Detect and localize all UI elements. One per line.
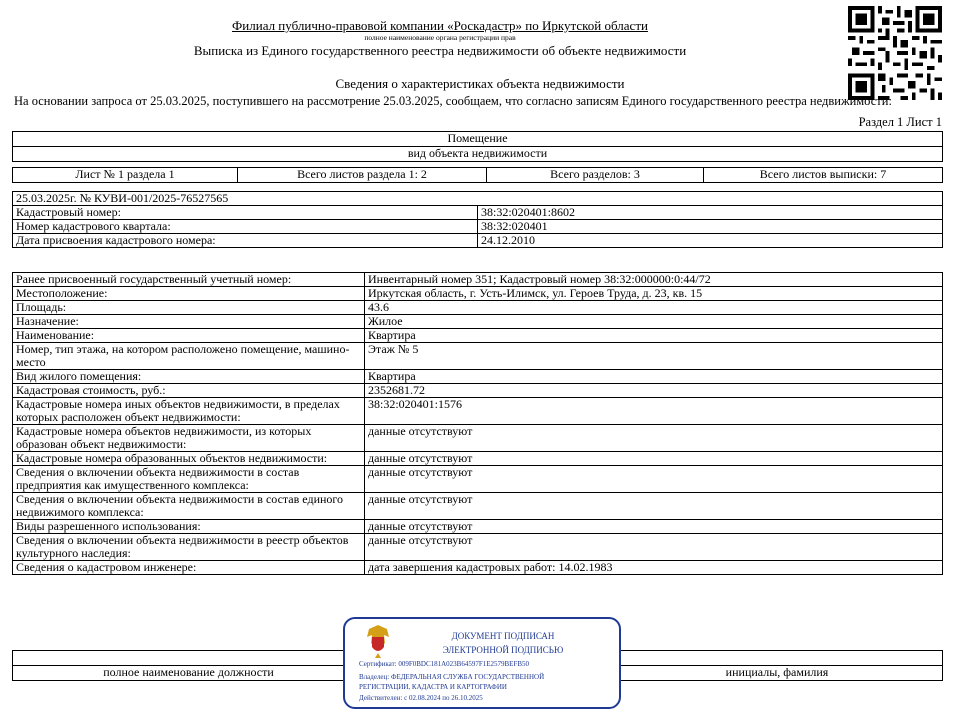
coat-of-arms-icon xyxy=(363,623,393,659)
position-blank xyxy=(13,651,365,666)
basis-text: На основании запроса от 25.03.2025, поступившего на рассмотрение 25.03.2025, сообщаем, что согласно записям Единого государственного реестра недвижимости: xyxy=(14,94,892,108)
row-value: 38:32:020401:8602 xyxy=(478,206,943,220)
row-key: Наименование: xyxy=(13,329,365,343)
row-key: Номер, тип этажа, на котором расположено помещение, машино-место xyxy=(13,343,365,370)
table-row xyxy=(13,234,943,248)
name-caption: инициалы, фамилия xyxy=(612,666,943,681)
row-value: 43.6 xyxy=(365,301,943,315)
object-type-caption: вид объекта недвижимости xyxy=(13,147,943,162)
table-row xyxy=(13,273,943,287)
object-type: Помещение xyxy=(13,132,943,147)
table-row xyxy=(13,370,943,384)
table-row xyxy=(13,425,943,452)
row-value: Квартира xyxy=(365,370,943,384)
table-row xyxy=(13,206,943,220)
row-key: Кадастровые номера иных объектов недвижимости, в пределах которых расположен объект недвижимости: xyxy=(13,398,365,425)
stamp-line2: ЭЛЕКТРОННОЙ ПОДПИСЬЮ xyxy=(442,645,564,655)
identification-table xyxy=(12,191,943,248)
stamp-line1: ДОКУМЕНТ ПОДПИСАН xyxy=(451,631,555,641)
name-blank xyxy=(612,651,943,666)
row-key: Кадастровые номера объектов недвижимости, из которых образован объект недвижимости: xyxy=(13,425,365,452)
table-row xyxy=(13,301,943,315)
position-caption: полное наименование должности xyxy=(13,666,365,681)
table-row xyxy=(13,343,943,370)
sheet-info-table xyxy=(12,167,943,183)
row-value: Квартира xyxy=(365,329,943,343)
row-value: 38:32:020401 xyxy=(478,220,943,234)
table-row xyxy=(13,561,943,575)
table-row xyxy=(13,287,943,301)
organization-name: Филиал публично-правовой компании «Роскадастр» по Иркутской области xyxy=(232,18,648,33)
row-value: 38:32:020401:1576 xyxy=(365,398,943,425)
row-key: Назначение: xyxy=(13,315,365,329)
document-number: 25.03.2025г. № КУВИ-001/2025-76527565 xyxy=(13,192,943,206)
sheets-in-section: Всего листов раздела 1: 2 xyxy=(238,168,487,183)
row-value: Иркутская область, г. Усть-Илимск, ул. Героев Труда, д. 23, кв. 15 xyxy=(365,287,943,301)
table-row xyxy=(13,398,943,425)
sheets-total: Всего листов выписки: 7 xyxy=(704,168,943,183)
section-reference: Раздел 1 Лист 1 xyxy=(858,115,942,129)
row-key: Ранее присвоенный государственный учетный номер: xyxy=(13,273,365,287)
row-key: Сведения о включении объекта недвижимости в реестр объектов культурного наследия: xyxy=(13,534,365,561)
table-row xyxy=(13,329,943,343)
row-value: Инвентарный номер 351; Кадастровый номер 38:32:000000:0:44/72 xyxy=(365,273,943,287)
row-key: Номер кадастрового квартала: xyxy=(13,220,478,234)
row-value: данные отсутствуют xyxy=(365,452,943,466)
table-row xyxy=(13,520,943,534)
table-row xyxy=(13,534,943,561)
row-key: Вид жилого помещения: xyxy=(13,370,365,384)
object-type-table xyxy=(12,131,943,162)
properties-table xyxy=(12,272,943,575)
extract-title: Выписка из Единого государственного реестра недвижимости об объекте недвижимости xyxy=(193,43,687,58)
row-value: 2352681.72 xyxy=(365,384,943,398)
stamp-valid: Действителен: с 02.08.2024 по 26.10.2025 xyxy=(359,694,483,702)
row-value: данные отсутствуют xyxy=(365,466,943,493)
row-key: Площадь: xyxy=(13,301,365,315)
row-key: Кадастровый номер: xyxy=(13,206,478,220)
row-key: Кадастровая стоимость, руб.: xyxy=(13,384,365,398)
table-row xyxy=(13,493,943,520)
row-value: дата завершения кадастровых работ: 14.02.1983 xyxy=(365,561,943,575)
row-key: Кадастровые номера образованных объектов недвижимости: xyxy=(13,452,365,466)
row-key: Виды разрешенного использования: xyxy=(13,520,365,534)
table-row xyxy=(13,384,943,398)
row-value: данные отсутствуют xyxy=(365,425,943,452)
row-value: Этаж № 5 xyxy=(365,343,943,370)
electronic-signature-stamp xyxy=(343,617,621,709)
organization-caption: полное наименование органа регистрации прав xyxy=(364,33,516,42)
row-value: данные отсутствуют xyxy=(365,493,943,520)
stamp-owner-line2: РЕГИСТРАЦИИ, КАДАСТРА И КАРТОГРАФИИ xyxy=(359,683,507,691)
row-key: Дата присвоения кадастрового номера: xyxy=(13,234,478,248)
row-key: Сведения о включении объекта недвижимости в состав предприятия как имущественного комплекса: xyxy=(13,466,365,493)
row-key: Местоположение: xyxy=(13,287,365,301)
table-row xyxy=(13,315,943,329)
row-key: Сведения о включении объекта недвижимости в состав единого недвижимого комплекса: xyxy=(13,493,365,520)
table-row xyxy=(13,452,943,466)
table-row xyxy=(13,466,943,493)
stamp-owner-line1: Владелец: ФЕДЕРАЛЬНАЯ СЛУЖБА ГОСУДАРСТВЕННОЙ xyxy=(359,673,545,681)
sections-total: Всего разделов: 3 xyxy=(487,168,704,183)
row-key: Сведения о кадастровом инженере: xyxy=(13,561,365,575)
row-value: данные отсутствуют xyxy=(365,534,943,561)
row-value: Жилое xyxy=(365,315,943,329)
characteristics-title: Сведения о характеристиках объекта недвижимости xyxy=(335,76,625,91)
sheet-number: Лист № 1 раздела 1 xyxy=(13,168,238,183)
row-value: 24.12.2010 xyxy=(478,234,943,248)
row-value: данные отсутствуют xyxy=(365,520,943,534)
table-row xyxy=(13,220,943,234)
stamp-certificate: Сертификат: 009F0BDC181A023B64597F1E2579BEFB50 xyxy=(359,660,530,668)
